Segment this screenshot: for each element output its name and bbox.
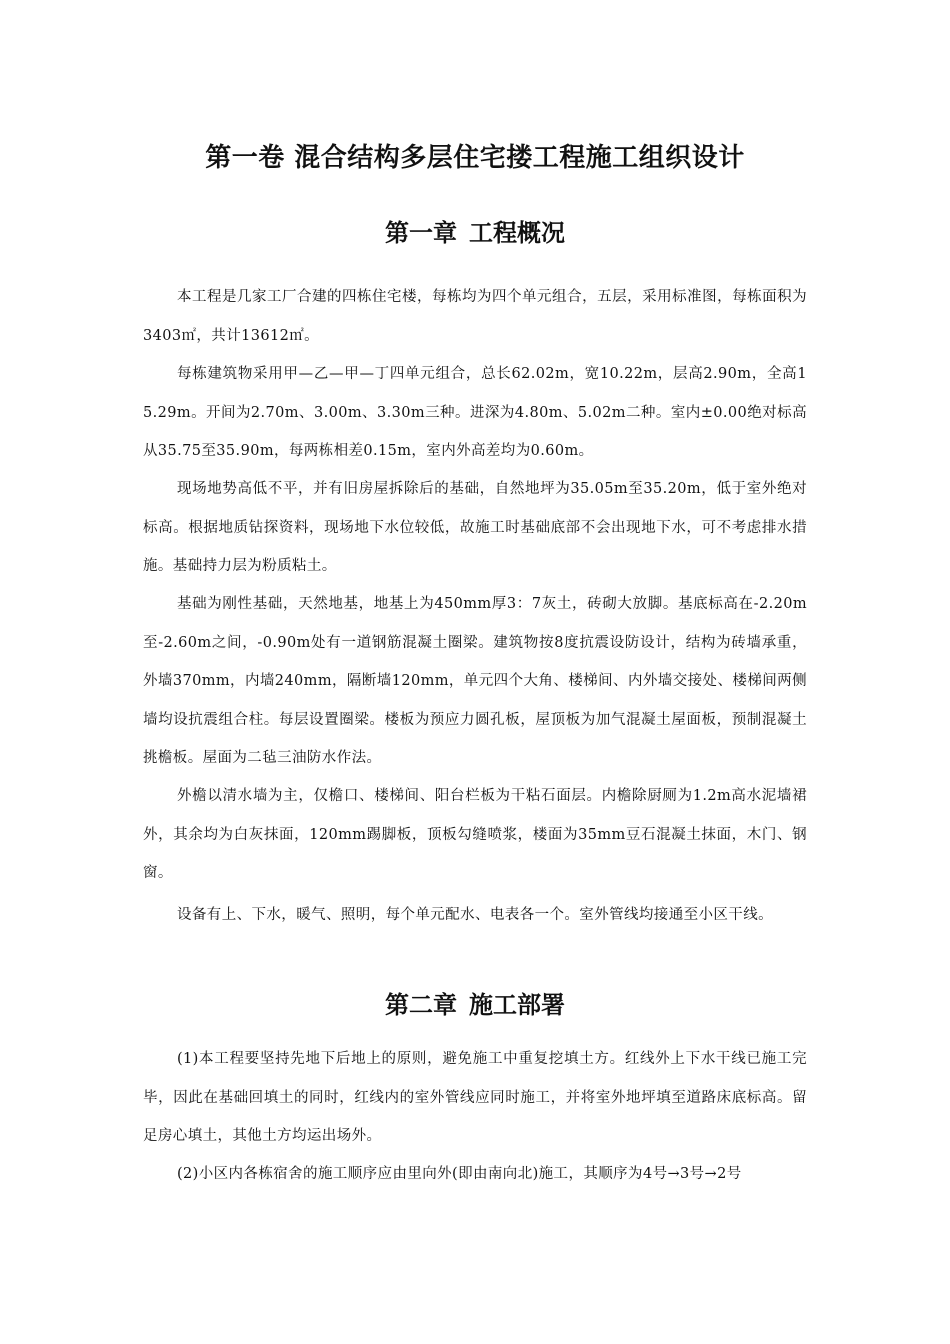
chapter-2-paragraph-1 [143,1040,807,1156]
chapter-2-label: 第二章 [385,991,457,1019]
paragraph-text: 现场地势高低不平，并有旧房屋拆除后的基础，自然地坪为35.05m至35.20m，低于室外绝对标高。根据地质钻探资料，现场地下水位较低，故施工时基础底部不会出现地下水，可不考虑排水措施。基础持力层为粉质粘土。 [143,481,807,574]
chapter-1-paragraph-6 [143,896,807,935]
paragraph-text: 设备有上、下水，暖气、照明，每个单元配水、电表各一个。室外管线均接通至小区干线。 [177,907,773,923]
chapter-1-label: 第一章 [385,219,457,247]
paragraph-text: 每栋建筑物采用甲—乙—甲—丁四单元组合，总长62.02m，宽10.22m，层高2.90m，全高15.29m。开间为2.70m、3.00m、3.30m三种。进深为4.80m、5.02m二种。室内±0.00绝对标高从35.75至35.90m，每两栋相差0.15m，室内外高差均为0.60m。 [143,366,807,459]
chapter-2-heading [0,987,950,1023]
paragraph-text: 外檐以清水墙为主，仅檐口、楼梯间、阳台栏板为干粘石面层。内檐除厨厕为1.2m高水泥墙裙外，其余均为白灰抹面，120mm踢脚板，顶板勾缝喷浆，楼面为35mm豆石混凝土抹面，木门、钢窗。 [143,788,807,881]
document-title: 第一卷 混合结构多层住宅搂工程施工组织设计 [205,143,745,173]
paragraph-text: 基础为刚性基础，天然地基，地基上为450mm厚3：7灰土，砖砌大放脚。基底标高在-2.20m至-2.60m之间，-0.90m处有一道钢筋混凝土圈梁。建筑物按8度抗震设防设计，结构为砖墙承重，外墙370mm，内墙240mm，隔断墙120mm，单元四个大角、楼梯间、内外墙交接处、楼梯间两侧墙均设抗震组合柱。每层设置圈梁。楼板为预应力圆孔板，屋顶板为加气混凝土屋面板，预制混凝土挑檐板。屋面为二毡三油防水作法。 [143,596,807,766]
chapter-2-name: 施工部署 [469,991,565,1019]
chapter-1-paragraph-4 [143,585,807,778]
chapter-1-paragraph-5 [143,777,807,893]
paragraph-text: 本工程是几家工厂合建的四栋住宅楼，每栋均为四个单元组合，五层，采用标准图，每栋面积为3403㎡，共计13612㎡。 [143,289,807,344]
paragraph-text: (2)小区内各栋宿舍的施工顺序应由里向外(即由南向北)施工，其顺序为4号→3号→2号 [177,1166,742,1182]
chapter-2-paragraph-2 [143,1155,807,1194]
chapter-1-paragraph-1 [143,278,807,355]
chapter-1-paragraph-3 [143,470,807,586]
chapter-1-paragraph-2 [143,355,807,471]
paragraph-text: (1)本工程要坚持先地下后地上的原则，避免施工中重复挖填土方。红线外上下水干线已施工完毕，因此在基础回填土的同时，红线内的室外管线应同时施工，并将室外地坪填至道路床底标高。留足房心填土，其他土方均运出场外。 [143,1051,807,1144]
chapter-1-heading [0,215,950,251]
chapter-1-name: 工程概况 [469,219,565,247]
